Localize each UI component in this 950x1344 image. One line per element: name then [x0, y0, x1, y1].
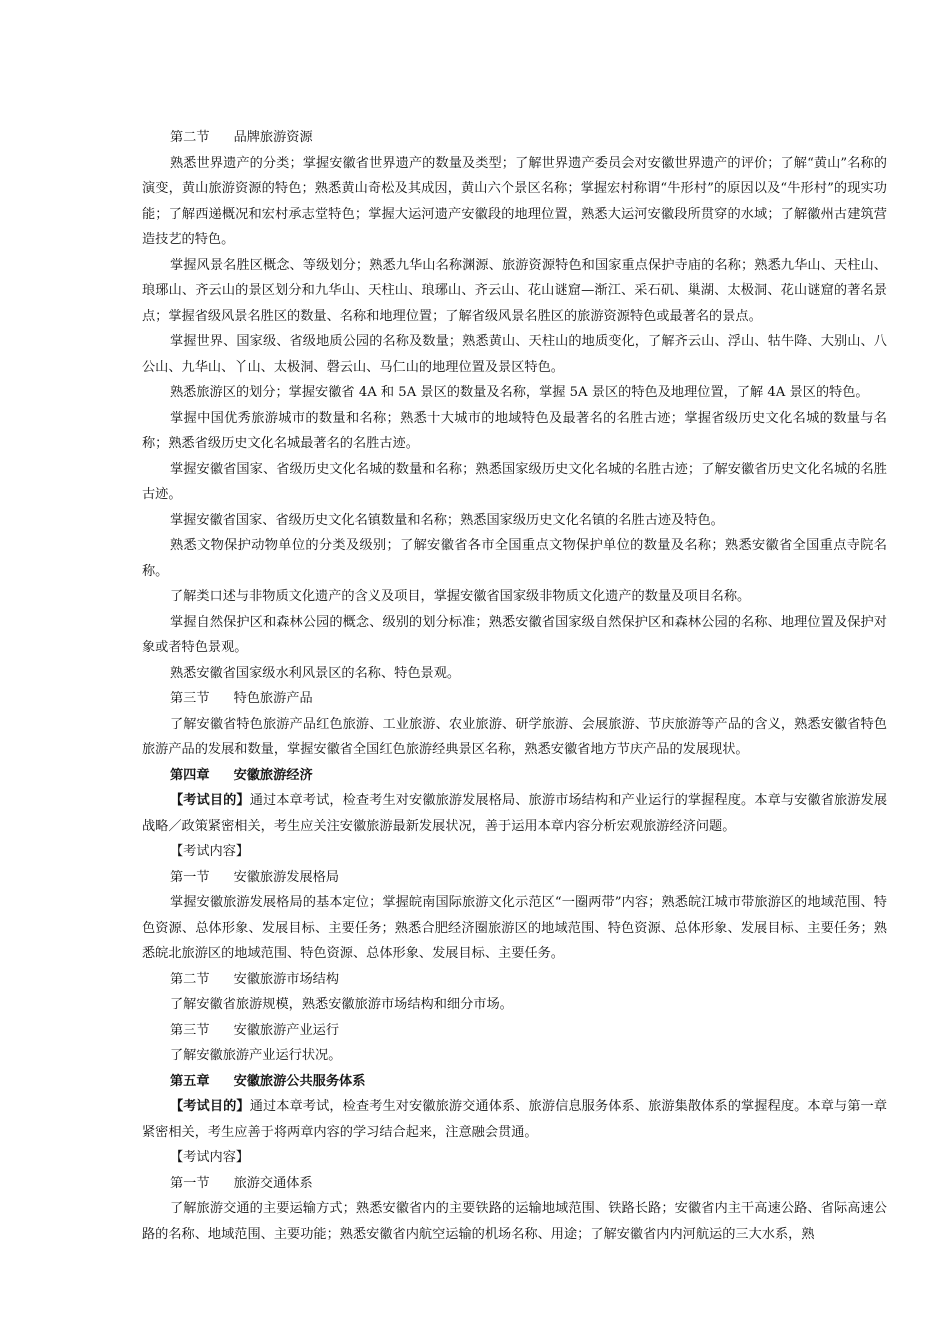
section-number: 第一节 — [170, 1175, 210, 1191]
exam-purpose-paragraph — [142, 1094, 887, 1145]
section-heading — [142, 865, 887, 891]
body-paragraph: 掌握中国优秀旅游城市的数量和名称；熟悉十大城市的地域特色及最著名的名胜古迹；掌握省级历史文化名城的数量与名称；熟悉省级历史文化名城最著名的名胜古迹。 — [142, 410, 887, 451]
section-heading — [142, 1171, 887, 1197]
body-paragraph: 了解安徽旅游产业运行状况。 — [170, 1048, 342, 1063]
document-page — [142, 125, 887, 1247]
exam-purpose-label: 【考试目的】 — [170, 1099, 250, 1114]
section-heading — [142, 686, 887, 712]
body-paragraph: 掌握安徽旅游发展格局的基本定位；掌握皖南国际旅游文化示范区“一圈两带”内容；熟悉皖江城市带旅游区的地域范围、特色资源、总体形象、发展目标、主要任务；熟悉合肥经济圈旅游区的地域范围、特色资源、总体形象、发展目标、主要任务；熟悉皖北旅游区的地域范围、特色资源、总体形象、发展目标、主要任务。 — [142, 895, 887, 961]
exam-purpose-text: 通过本章考试，检查考生对安徽旅游发展格局、旅游市场结构和产业运行的掌握程度。本章与安徽省旅游发展战略／政策紧密相关，考生应关注安徽旅游最新发展状况，善于运用本章内容分析宏观旅游经济问题。 — [142, 793, 888, 834]
section-title: 安徽旅游产业运行 — [233, 1022, 340, 1038]
body-paragraph: 熟悉文物保护动物单位的分类及级别；了解安徽省各市全国重点文物保护单位的数量及名称；熟悉安徽省全国重点寺院名称。 — [142, 538, 887, 579]
section-heading — [142, 967, 887, 993]
section-title: 品牌旅游资源 — [233, 130, 313, 145]
section-heading — [142, 125, 887, 151]
exam-purpose-paragraph — [142, 788, 887, 839]
body-paragraph: 掌握风景名胜区概念、等级划分；熟悉九华山名称渊源、旅游资源特色和国家重点保护寺庙的名称；熟悉九华山、天柱山、琅琊山、齐云山的景区划分和九华山、天柱山、琅琊山、齐云山、花山谜窟—渐江、采石矶、巢湖、太极洞、花山谜窟的著名景点；掌握省级风景名胜区的数量、名称和地理位置；了解省级风景名胜区的旅游资源特色或最著名的景点。 — [142, 257, 887, 324]
section-number: 第一节 — [170, 869, 210, 885]
body-paragraph: 熟悉旅游区的划分；掌握安徽省 4A 和 5A 景区的数量及名称，掌握 5A 景区的特色及地理位置，了解 4A 景区的特色。 — [170, 385, 869, 400]
exam-content-label: 【考试内容】 — [170, 1150, 250, 1165]
body-paragraph: 了解旅游交通的主要运输方式；熟悉安徽省内的主要铁路的运输地域范围、铁路长路；安徽省内主干高速公路、省际高速公路的名称、地域范围、主要功能；熟悉安徽省内航空运输的机场名称、用途；了解安徽省内内河航运的三大水系，熟 — [142, 1201, 887, 1242]
body-paragraph: 掌握安徽省国家、省级历史文化名镇数量和名称；熟悉国家级历史文化名镇的名胜古迹及特色。 — [170, 512, 724, 528]
section-title: 安徽旅游市场结构 — [233, 971, 340, 987]
chapter-heading — [142, 763, 887, 789]
body-paragraph: 熟悉安徽省国家级水利风景区的名称、特色景观。 — [170, 665, 461, 681]
body-paragraph: 熟悉世界遗产的分类；掌握安徽省世界遗产的数量及类型；了解世界遗产委员会对安徽世界遗产的评价；了解“黄山”名称的演变，黄山旅游资源的特色；熟悉黄山奇松及其成因，黄山六个景区名称；掌握宏村称谓“牛形村”的原因以及“牛形村”的现实功能；了解西递概况和宏村承志堂特色；掌握大运河遗产安徽段的地理位置，熟悉大运河安徽段所贯穿的水域；了解徽州古建筑营造技艺的特色。 — [142, 155, 887, 247]
section-number: 第三节 — [170, 1022, 210, 1038]
section-title: 特色旅游产品 — [233, 691, 313, 706]
section-number: 第二节 — [170, 130, 210, 145]
body-paragraph: 掌握世界、国家级、省级地质公园的名称及数量；熟悉黄山、天柱山的地质变化，了解齐云山、浮山、牯牛降、大别山、八公山、九华山、丫山、太极洞、磬云山、马仁山的地理位置及景区特色。 — [142, 334, 887, 375]
exam-purpose-text: 通过本章考试，检查考生对安徽旅游交通体系、旅游信息服务体系、旅游集散体系的掌握程度。本章与第一章紧密相关，考生应善于将两章内容的学习结合起来，注意融会贯通。 — [142, 1099, 888, 1140]
chapter-number: 第五章 — [170, 1073, 210, 1089]
body-paragraph: 了解安徽省特色旅游产品红色旅游、工业旅游、农业旅游、研学旅游、会展旅游、节庆旅游等产品的含义，熟悉安徽省特色旅游产品的发展和数量，掌握安徽省全国红色旅游经典景区名称，熟悉安徽省地方节庆产品的发展现状。 — [142, 716, 887, 757]
section-title: 安徽旅游发展格局 — [233, 869, 340, 885]
chapter-title: 安徽旅游公共服务体系 — [233, 1073, 366, 1089]
exam-purpose-label: 【考试目的】 — [170, 793, 250, 808]
body-paragraph: 掌握安徽省国家、省级历史文化名城的数量和名称；熟悉国家级历史文化名城的名胜古迹；了解安徽省历史文化名城的名胜古迹。 — [142, 461, 887, 502]
chapter-number: 第四章 — [170, 767, 210, 783]
section-number: 第二节 — [170, 971, 210, 987]
section-title: 旅游交通体系 — [233, 1175, 313, 1191]
body-paragraph: 了解类口述与非物质文化遗产的含义及项目，掌握安徽省国家级非物质文化遗产的数量及项目名称。 — [170, 589, 751, 604]
body-paragraph: 掌握自然保护区和森林公园的概念、级别的划分标准；熟悉安徽省国家级自然保护区和森林公园的名称、地理位置及保护对象或者特色景观。 — [142, 614, 887, 655]
body-paragraph: 了解安徽省旅游规模，熟悉安徽旅游市场结构和细分市场。 — [170, 997, 513, 1012]
section-heading — [142, 1018, 887, 1044]
exam-content-label: 【考试内容】 — [170, 844, 250, 859]
section-number: 第三节 — [170, 691, 210, 706]
chapter-title: 安徽旅游经济 — [233, 767, 313, 783]
chapter-heading — [142, 1069, 887, 1095]
